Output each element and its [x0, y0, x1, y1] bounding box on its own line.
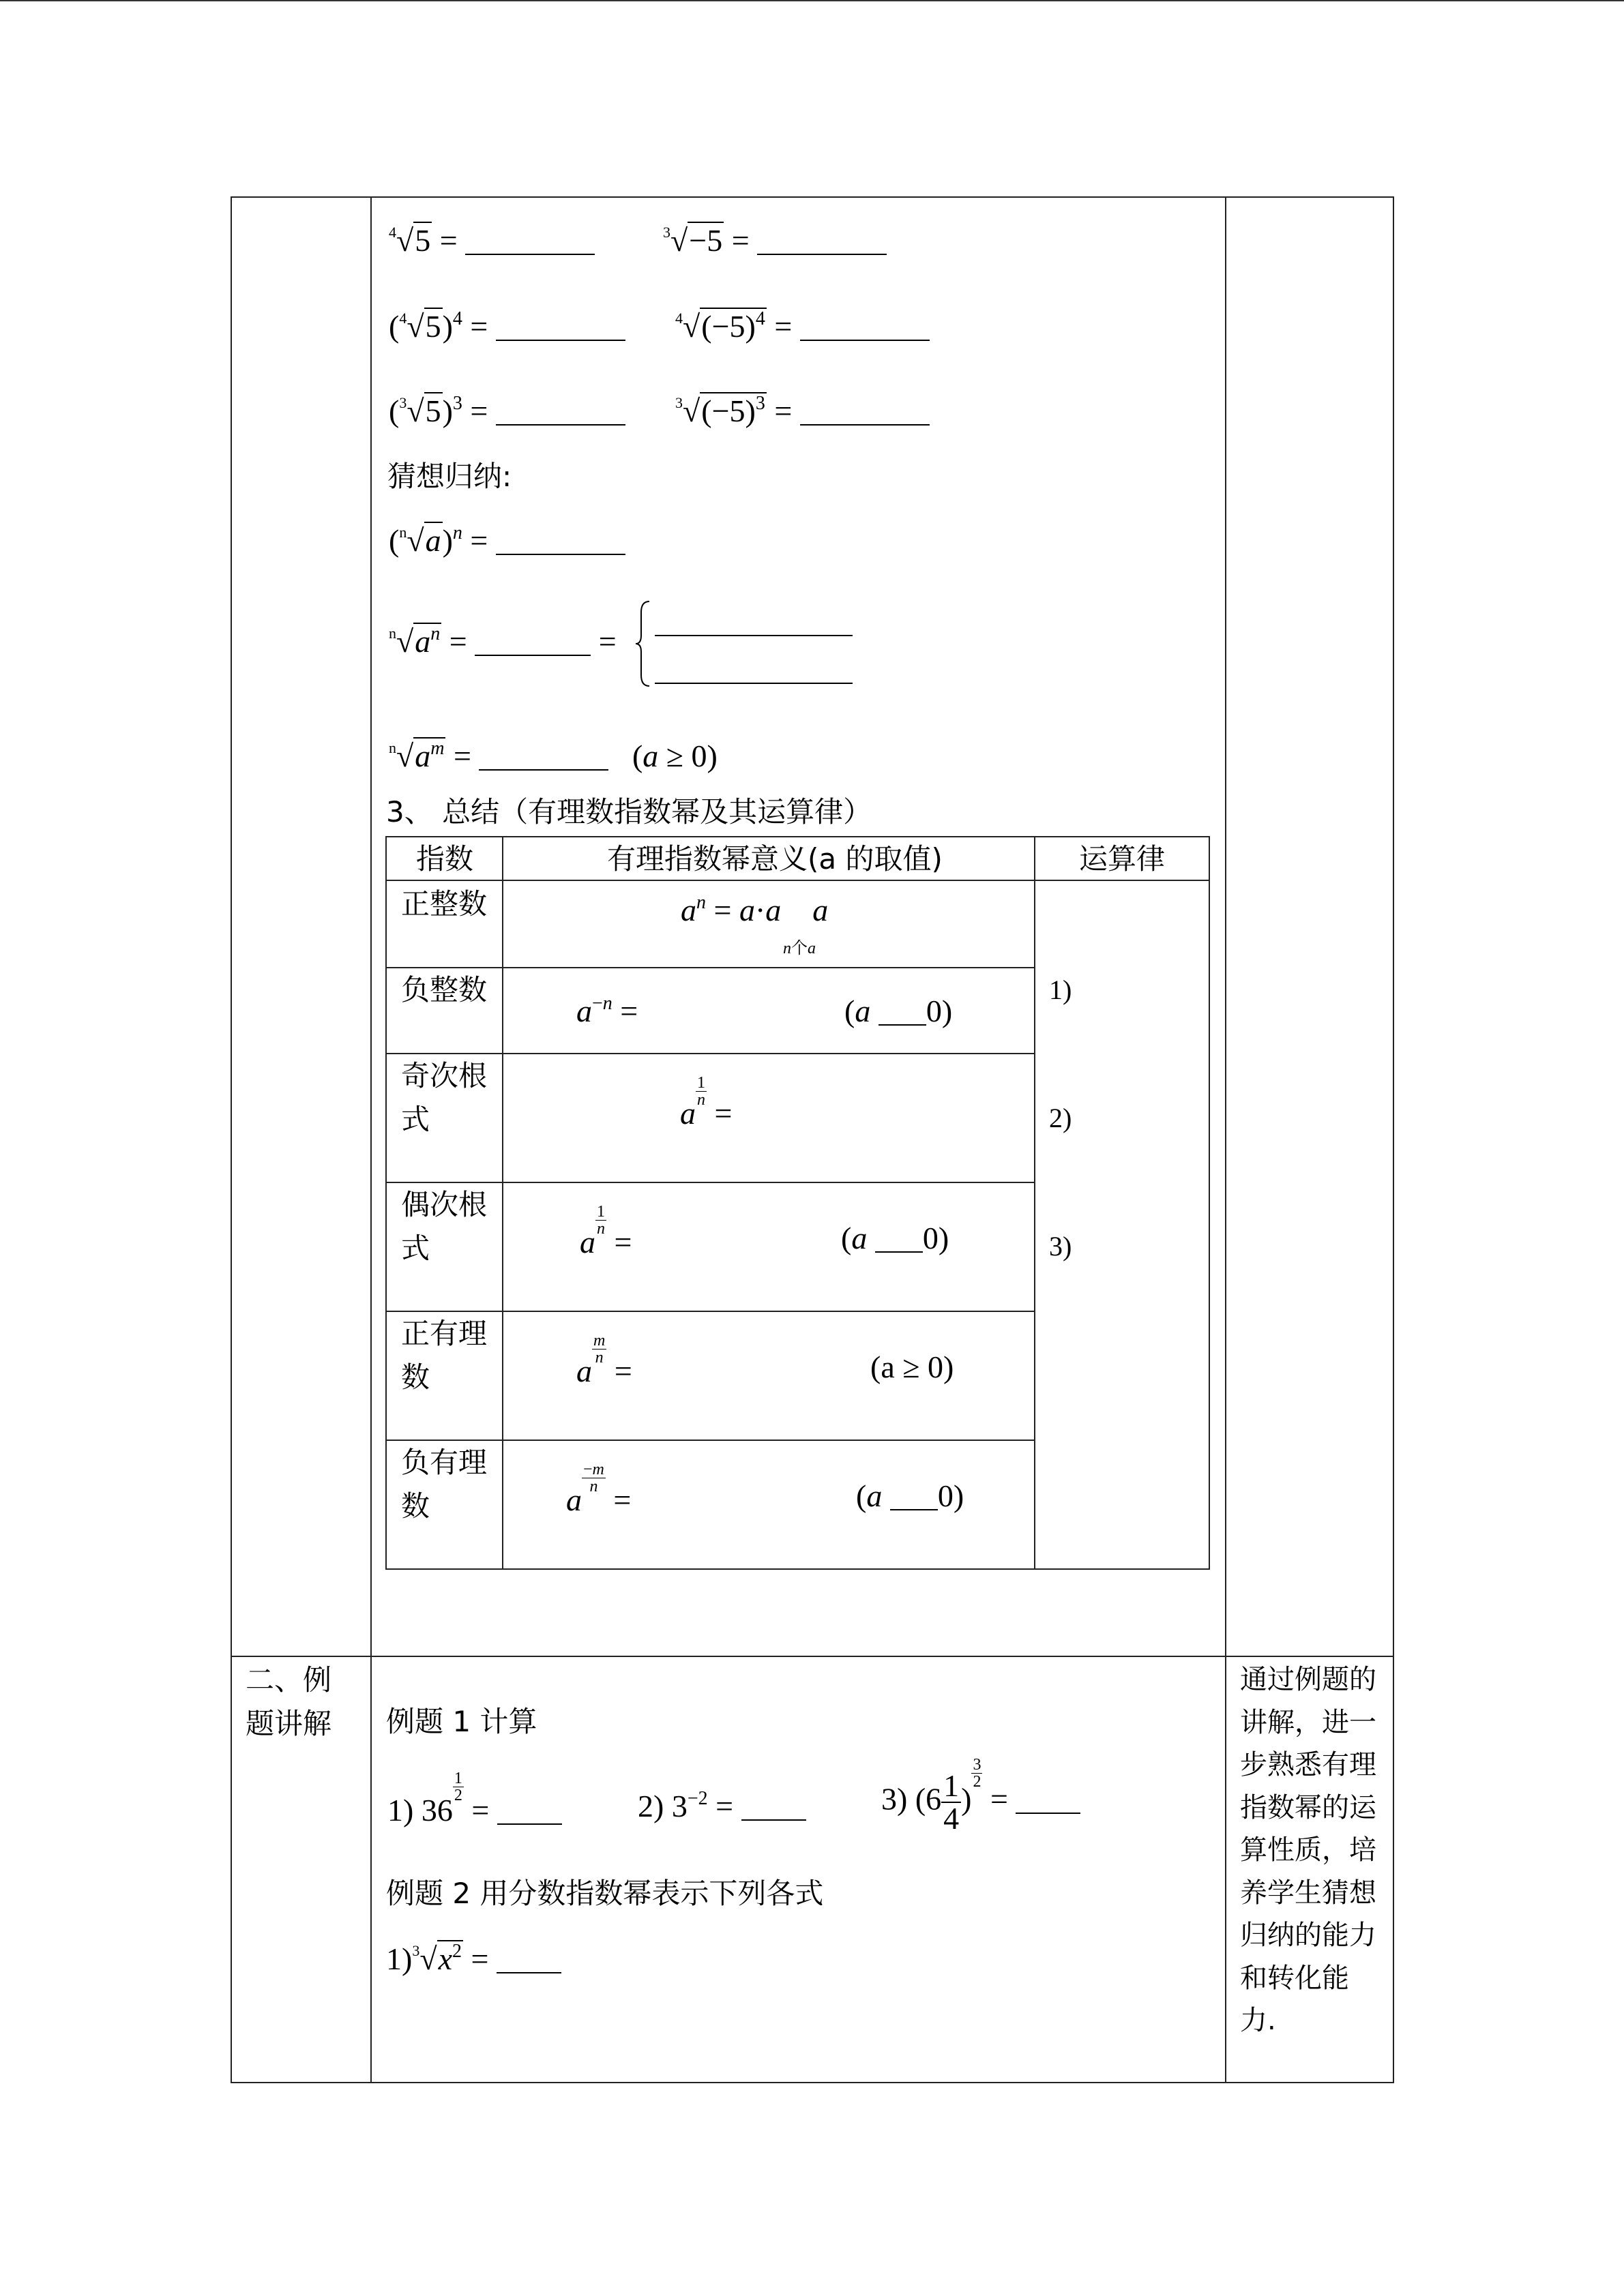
guess-label: 猜想归纳:	[387, 460, 512, 493]
row-label-even-root: 偶次根式	[401, 1188, 488, 1265]
law-1: 1)	[1049, 974, 1072, 1005]
table-col1-line	[370, 196, 372, 2083]
teaching-notes: 通过例题的讲解，进一步熟悉有理指数幂的运算性质，培养学生猜想归纳的能力和转化能力.	[1240, 1664, 1376, 2036]
example-2-title: 例题 2 用分数指数幂表示下列各式	[386, 1877, 824, 1910]
table-top-line	[231, 196, 1394, 198]
row-label-positive-rational: 正有理数	[401, 1317, 488, 1394]
law-3: 3)	[1049, 1231, 1072, 1262]
cond-negative-integer: (a 0)	[844, 994, 953, 1028]
summary-heading: 3、 总结（有理数指数幂及其运算律）	[386, 795, 872, 829]
example-1-item-2: 2) $3^{-2}$ =	[638, 1791, 806, 1822]
table-col2-line	[1225, 196, 1226, 2083]
example-1-title: 例题 1 计算	[386, 1705, 537, 1738]
exercise-row-1b: $^3$√−5 =	[663, 225, 887, 256]
row-label-negative-integer: 负整数	[401, 973, 488, 1007]
formula-3: $^n√a^m$ = (a ≥ 0)	[389, 738, 718, 773]
example-1-item-1: 1) 36 $\frac{1}{2}$ =	[387, 1791, 562, 1826]
formula-2: $^n√a^n$ = =	[389, 623, 617, 659]
header-laws: 运算律	[1079, 842, 1166, 876]
summary-line	[1209, 836, 1210, 1570]
formula-negative-integer: $a^{-n}$ =	[576, 993, 638, 1028]
exercise-row-2b: $^4√(-5)^4$ =	[675, 311, 930, 342]
exercise-row-2a: $(^4√5)^4$ =	[389, 311, 625, 342]
piecewise-brace	[634, 599, 866, 689]
cond-positive-rational: (a ≥ 0)	[870, 1350, 954, 1384]
cond-even-root: (a 0)	[841, 1221, 949, 1255]
example-1-item-3: 3) (6 $\frac{1}{4}$ ) $\frac{3}{2}$ =	[881, 1770, 1080, 1834]
table-middle-line	[231, 1656, 1394, 1657]
law-2: 2)	[1049, 1103, 1072, 1133]
row-label-negative-rational: 负有理数	[401, 1446, 488, 1523]
row-label-odd-root: 奇次根式	[401, 1059, 488, 1136]
n-copies-note: n个a	[783, 938, 816, 957]
formula-1: $(^n√a)^n$ =	[389, 525, 625, 556]
exercise-row-3a: $(^3√5)^3$ =	[389, 396, 625, 427]
example-2-item-1: $1)^3√x^2$ =	[386, 1943, 561, 1975]
summary-line	[385, 836, 1210, 837]
table-right-line	[1393, 196, 1394, 2083]
header-meaning: 有理指数幂意义(a 的取值)	[607, 842, 943, 876]
summary-line	[385, 836, 387, 1570]
formula-even-root: a $\frac{1}{n}$ =	[580, 1203, 632, 1259]
row-label-positive-integer: 正整数	[401, 887, 488, 921]
formula-positive-integer: $a^n = a\cdot a$ a	[681, 892, 829, 927]
header-exponent: 指数	[416, 842, 474, 876]
exercise-row-3b: $^3√(-5)^3$ =	[675, 396, 930, 427]
table-bottom-line	[231, 2082, 1394, 2083]
summary-line	[385, 1568, 1210, 1570]
formula-positive-rational: a $\frac{m}{n}$ =	[576, 1332, 632, 1388]
cond-negative-rational: (a 0)	[856, 1478, 964, 1513]
exercise-row-1a: $^4$√5 =	[389, 225, 595, 256]
summary-line	[1034, 836, 1035, 1570]
formula-odd-root: a $\frac{1}{n}$ =	[680, 1074, 733, 1131]
summary-line	[385, 880, 1210, 881]
formula-negative-rational: a $\frac{-m}{n}$ =	[566, 1461, 632, 1517]
section-label-examples: 二、例题讲解	[246, 1663, 332, 1740]
page-top-border	[0, 0, 1624, 1]
table-left-line	[231, 196, 232, 2083]
summary-line	[502, 836, 503, 1570]
